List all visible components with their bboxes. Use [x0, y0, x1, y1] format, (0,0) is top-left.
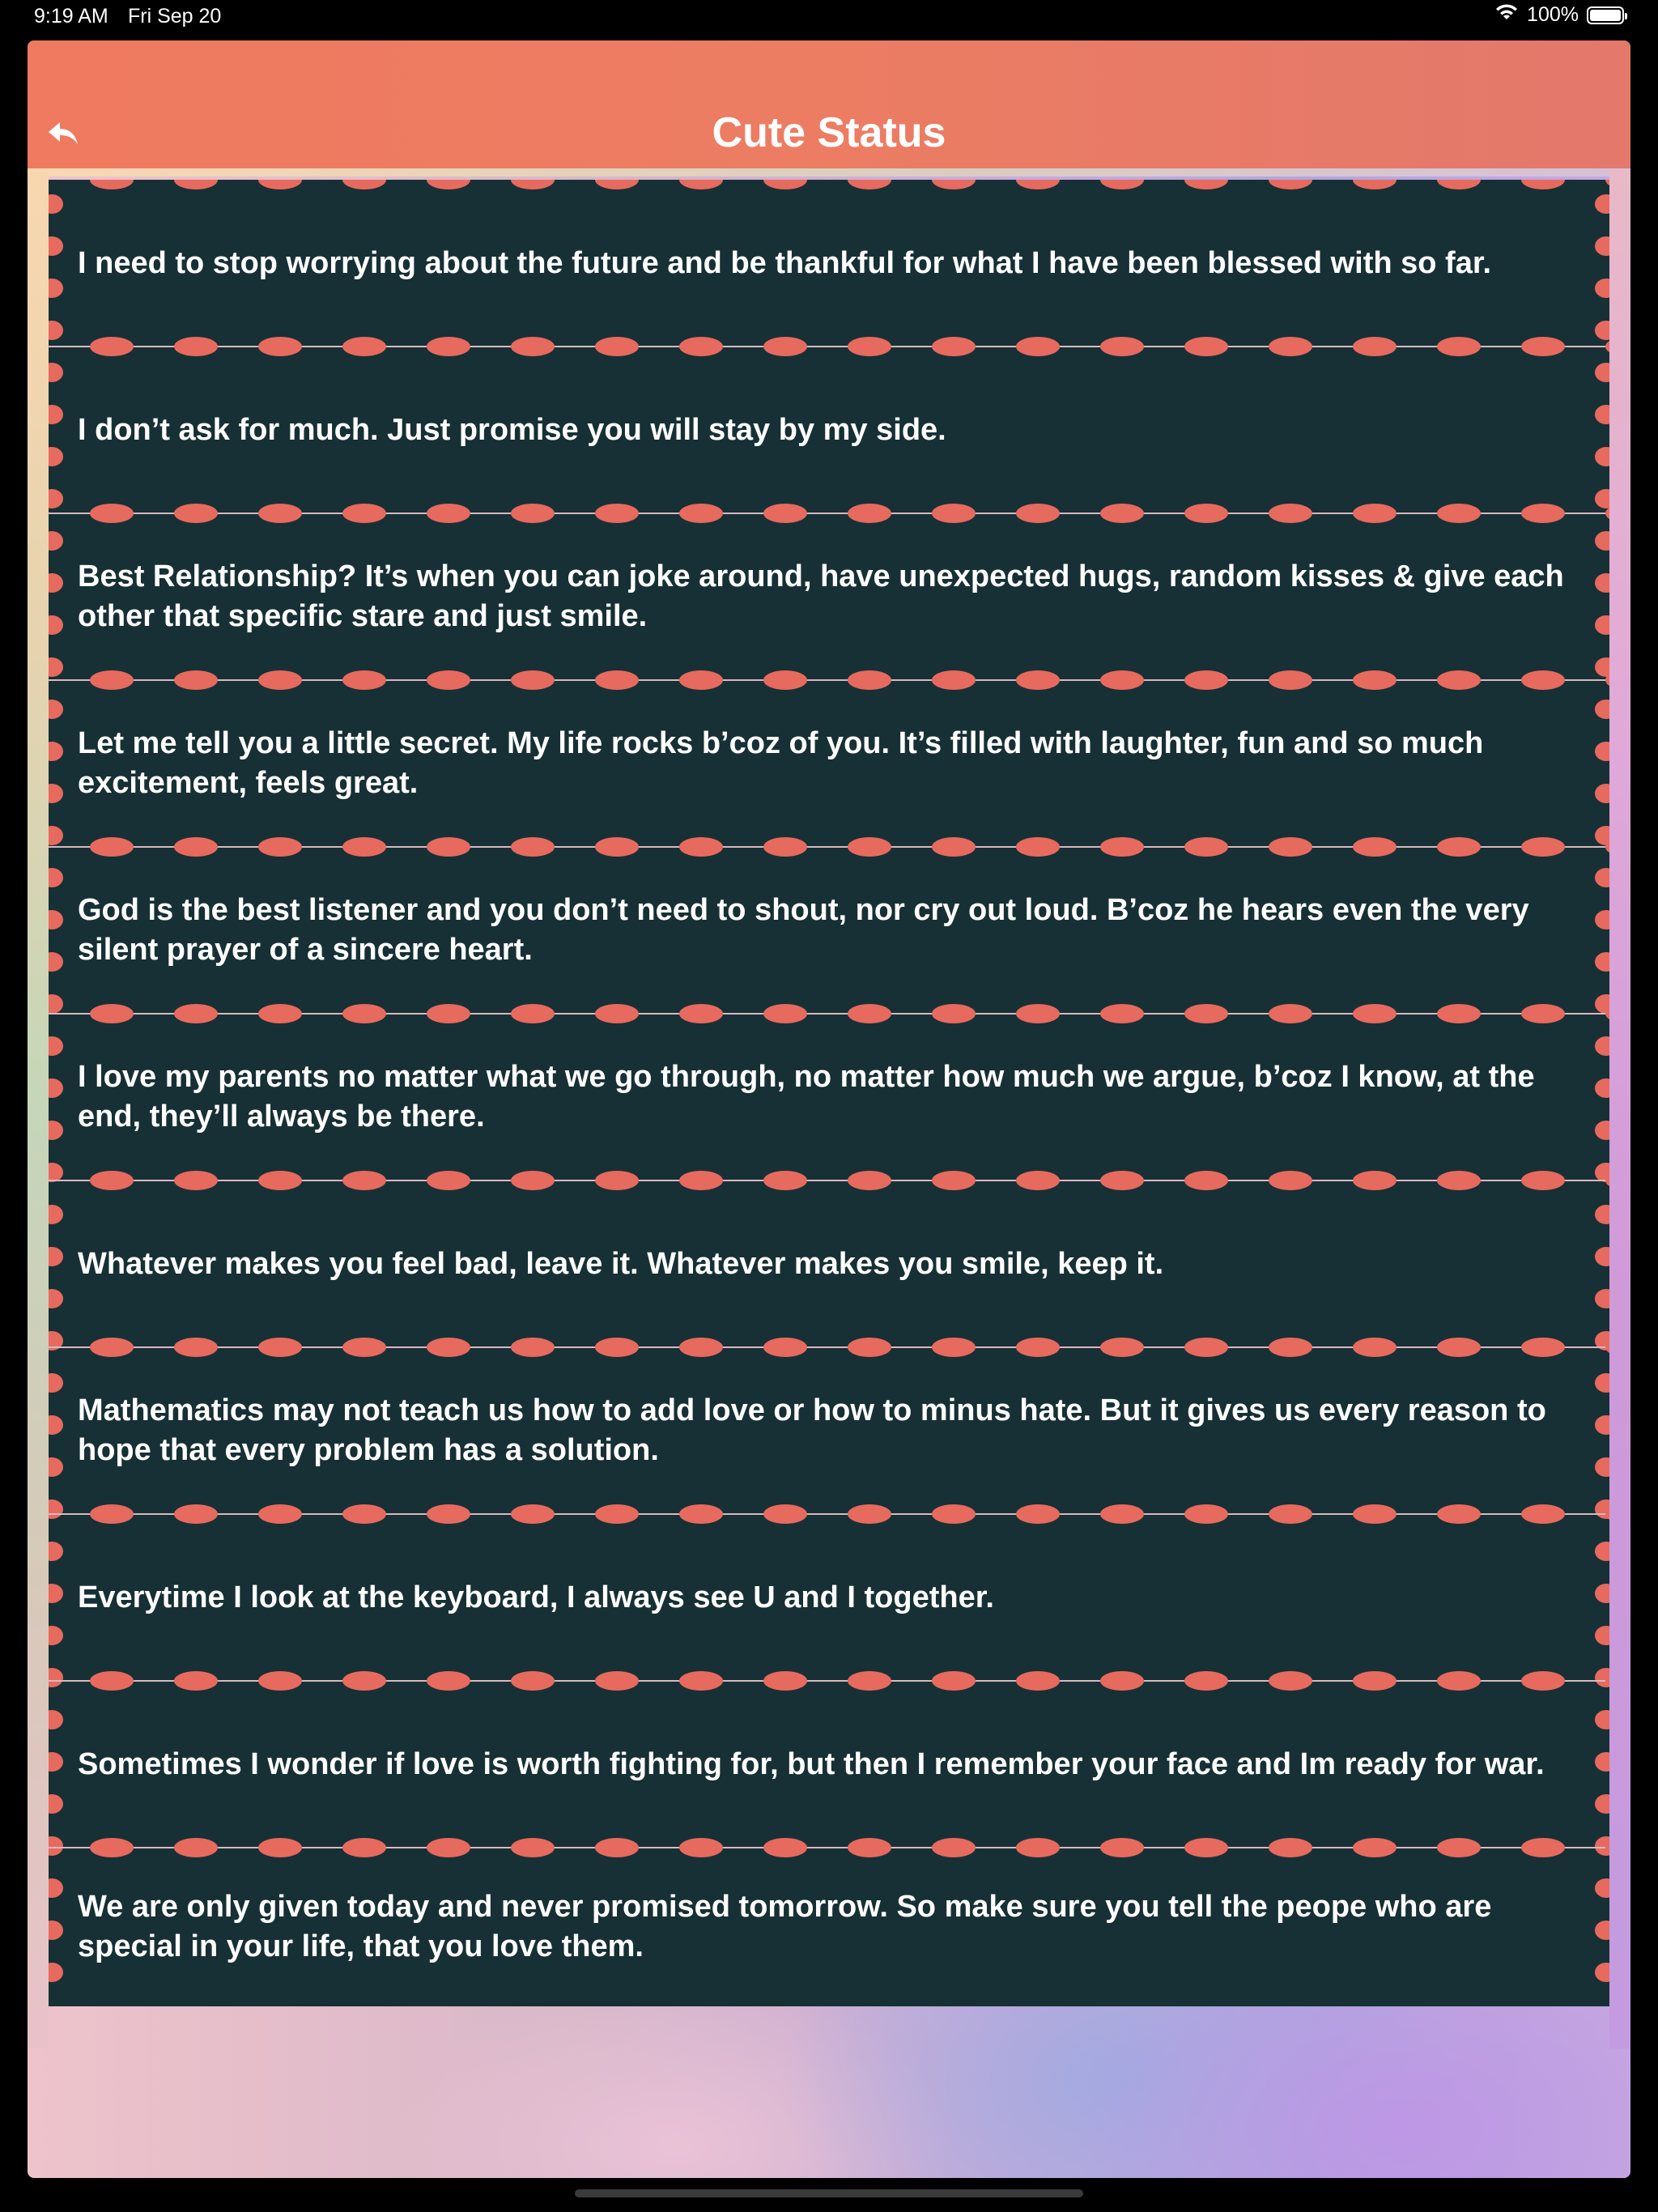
status-time: 9:19 AM [34, 5, 108, 28]
status-row[interactable] [49, 680, 1609, 847]
status-row[interactable] [49, 847, 1609, 1014]
status-text: Whatever makes you feel bad, leave it. Whatever makes you smile, keep it. [78, 1246, 1164, 1281]
status-text: Best Relationship? It’s when you can joke around, have unexpected hugs, random kisses & give each other that specific stare and just smile. [78, 559, 1564, 633]
status-text: Mathematics may not teach us how to add love or how to minus hate. But it gives us every reason to hope that every problem has a solution. [78, 1393, 1546, 1467]
status-text: I don’t ask for much. Just promise you will stay by my side. [78, 412, 946, 447]
status-date: Fri Sep 20 [128, 5, 222, 28]
status-text: God is the best listener and you don’t need to shout, nor cry out loud. B’coz he hears even the very silent prayer of a sincere heart. [78, 893, 1529, 967]
status-row[interactable] [49, 347, 1609, 513]
status-text: Let me tell you a little secret. My life rocks b’coz of you. It’s filled with laughter, fun and so much excitement, feels great. [78, 726, 1484, 800]
status-row[interactable] [49, 180, 1609, 347]
status-row[interactable] [49, 1014, 1609, 1180]
status-text: I need to stop worrying about the future and be thankful for what I have been blessed with so far. [78, 245, 1492, 280]
status-right [1494, 3, 1624, 27]
battery-percent: 100% [1527, 3, 1579, 26]
app-window [28, 40, 1630, 2178]
status-rows [49, 180, 1609, 2006]
status-list[interactable] [49, 180, 1609, 2006]
status-row[interactable] [49, 1180, 1609, 1347]
decorative-side-right [1609, 170, 1630, 2048]
home-indicator[interactable] [575, 2189, 1083, 2197]
status-row[interactable] [49, 1347, 1609, 1514]
wifi-icon [1494, 3, 1519, 27]
decorative-strip [28, 168, 1630, 177]
status-text: I love my parents no matter what we go through, no matter how much we argue, b’coz I know, at the end, they’ll always be there. [78, 1060, 1535, 1134]
status-row[interactable] [49, 1681, 1609, 1848]
status-bar [0, 0, 1658, 32]
status-row[interactable] [49, 1514, 1609, 1681]
nav-bar [28, 40, 1630, 170]
battery-icon [1587, 6, 1624, 24]
status-text: We are only given today and never promised tomorrow. So make sure you tell the peope who are special in your life, that you love them. [78, 1890, 1492, 1963]
decorative-side-left [28, 170, 49, 2048]
status-row[interactable] [49, 513, 1609, 680]
page-title: Cute Status [712, 109, 946, 156]
status-text: Everytime I look at the keyboard, I always see U and I together. [78, 1580, 994, 1614]
status-text: Sometimes I wonder if love is worth fighting for, but then I remember your face and Im ready for war. [78, 1746, 1545, 1781]
status-row[interactable] [49, 1848, 1609, 2006]
